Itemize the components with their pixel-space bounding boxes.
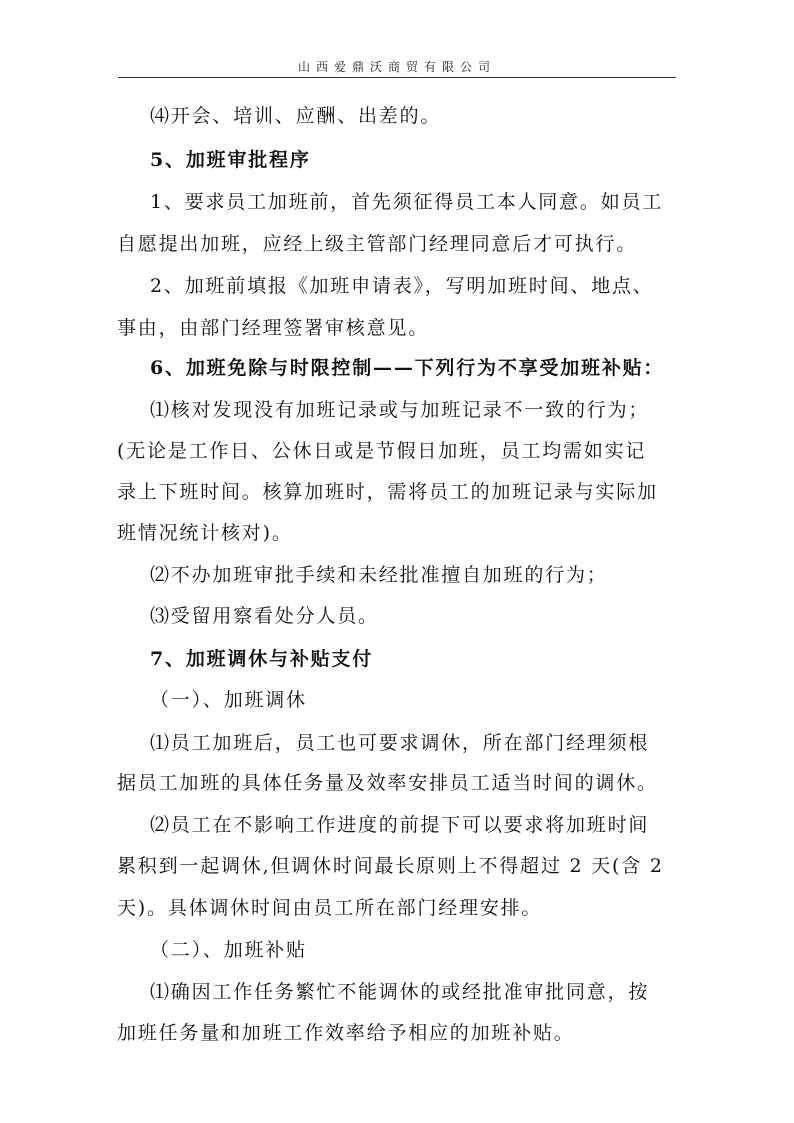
section-heading-5: 5、加班审批程序	[150, 149, 311, 171]
text-line: 天)。具体调休时间由员工所在部门经理安排。	[117, 897, 543, 919]
text-line: ⑵员工在不影响工作进度的前提下可以要求将加班时间	[150, 814, 650, 836]
text-line: ⑶受留用察看处分人员。	[150, 605, 379, 627]
text-line: ⑴确因工作任务繁忙不能调休的或经批准审批同意，按	[150, 981, 650, 1003]
text-line: ⑵不办加班审批手续和未经批准擅自加班的行为；	[150, 564, 608, 586]
text-line: 自愿提出加班，应经上级主管部门经理同意后才可执行。	[117, 233, 638, 255]
text-line: ⑴核对发现没有加班记录或与加班记录不一致的行为；	[150, 399, 650, 421]
text-line: 加班任务量和加班工作效率给予相应的加班补贴。	[117, 1022, 575, 1044]
text-line: (无论是工作日、公休日或是节假日加班，员工均需如实记	[117, 440, 647, 462]
section-heading-7: 7、加班调休与补贴支付	[150, 648, 374, 670]
text-line: 累积到一起调休,但调休时间最长原则上不得超过 2 天(含 2	[117, 855, 664, 877]
section-heading-6: 6、加班免除与时限控制——下列行为不享受加班补贴：	[150, 357, 665, 379]
text-line: 班情况统计核对)。	[117, 522, 293, 544]
text-line: 事由，由部门经理签署审核意见。	[117, 317, 430, 339]
text-line: 据员工加班的具体任务量及效率安排员工适当时间的调休。	[117, 772, 658, 794]
text-line: 1、要求员工加班前，首先须征得员工本人同意。如员工	[150, 191, 664, 213]
text-line: 2、加班前填报《加班申请表》，写明加班时间、地点、	[150, 275, 654, 297]
text-line: ⑴员工加班后，员工也可要求调休，所在部门经理须根	[150, 732, 650, 754]
subsection-heading: （二）、加班补贴	[150, 939, 307, 961]
header-divider	[118, 77, 676, 78]
page-header-company: 山西爱鼎沃商贸有限公司	[297, 60, 496, 74]
text-line: 录上下班时间。核算加班时，需将员工的加班记录与实际加	[117, 481, 658, 503]
text-line: ⑷开会、培训、应酬、出差的。	[150, 105, 442, 127]
subsection-heading: （一）、加班调休	[150, 689, 307, 711]
